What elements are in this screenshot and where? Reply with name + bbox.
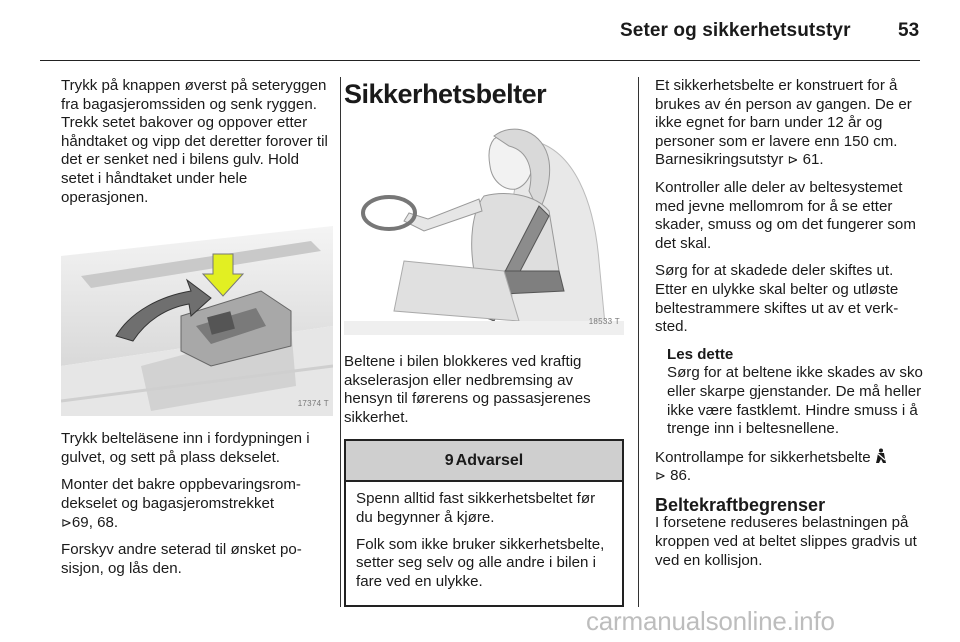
cover-page-refs[interactable]: 69, 68. <box>71 513 119 531</box>
cover-instructions-text: Monter det bakre oppbevaringsromdekselet og bagasjeromstrekket <box>61 476 301 512</box>
replacement-paragraph: Sørg for at skadede deler skiftes ut. Etter en ulykke skal belter og utløste beltestrammere skiftes ut av et verksted. <box>655 262 899 336</box>
seat-folding-figure <box>61 216 333 416</box>
note-heading: Les dette <box>667 345 734 363</box>
seatbelt-figure <box>344 121 624 335</box>
page-number: 53 <box>898 20 920 41</box>
column-divider-1 <box>340 77 341 607</box>
column-1 <box>61 77 333 587</box>
watermark: carmanualsonline.info <box>586 606 835 636</box>
figure-code: 17374 T <box>297 398 329 408</box>
warning-light-page-ref[interactable]: 86. <box>665 467 692 485</box>
page-ref-arrow-icon: ⊳ <box>655 468 666 484</box>
page-ref-arrow-icon: ⊳ <box>787 152 799 168</box>
subsection-heading: Beltekraftbegrenser <box>655 494 826 515</box>
warning-triangle-icon: 9 <box>444 451 454 469</box>
cover-instructions-paragraph <box>61 476 333 532</box>
page-header-title: Seter og sikkerhetsutstyr <box>620 20 851 41</box>
warning-paragraph-2: Folk som ikke bruker sikkerhetsbelte, setter seg selv og alle andre i bilen i fare ved en ulykke. <box>356 535 605 590</box>
seat-folding-illustration <box>61 216 333 416</box>
inspection-paragraph: Kontroller alle deler av beltesystemet med jevne mellomrom for å se etter skader, smuss og om det fungerer som det skal. <box>655 178 916 252</box>
warning-header <box>346 441 622 482</box>
driver-seatbelt-illustration <box>344 121 624 335</box>
seatbelt-warning-icon <box>875 449 887 466</box>
page-ref-arrow-icon: ⊳ <box>61 514 72 530</box>
force-limiter-paragraph: I forsetene reduseres belastningen på kroppen ved at beltet slippes gradvis ut ved en kollisjon. <box>655 514 917 569</box>
column-2 <box>344 77 624 607</box>
section-title: Sikkerhetsbelter <box>344 79 547 109</box>
child-restraint-page-ref[interactable]: 61. <box>798 151 824 169</box>
slide-seat-paragraph: Forskyv andre seterad til ønsket posisjon, og lås den. <box>61 541 302 577</box>
buckle-instructions-paragraph: Trykk belteläsene inn i fordypningen i gulvet, og sett på plass dekselet. <box>61 430 310 466</box>
figure-code: 18533 T <box>588 317 620 327</box>
note-body: Sørg for at beltene ikke skades av sko eller skarpe gjenstander. De må heller ikke være fastklemt. Hindre smuss i å trenge inn i beltesnellene. <box>667 364 923 438</box>
belt-design-paragraph <box>655 77 925 170</box>
warning-body <box>346 482 622 605</box>
warning-box <box>344 439 624 607</box>
header-rule <box>40 60 920 61</box>
warning-paragraph-1: Spenn alltid fast sikkerhetsbeltet før du begynner å kjøre. <box>356 490 596 526</box>
seat-instructions-paragraph: Trykk på knappen øverst på seteryggen fra bagasjeromssiden og senk ryggen. Trekk setet bakover og oppover etter håndtaket og vipp det deretter forover til det er senket ned i bilens gulv. Hold setet i håndtaket under hele operasjonen. <box>61 77 328 206</box>
warning-light-text: Kontrollampe for sikkerhetsbelte <box>655 448 871 466</box>
belt-design-text: Et sikkerhetsbelte er konstruert for å brukes av én person av gangen. De er ikke egnet for barn under 12 år og personer som er lavere enn 150 cm. Barnesikringsutstyr <box>655 77 912 169</box>
column-divider-2 <box>638 77 639 607</box>
warning-title: Advarsel <box>455 451 524 469</box>
column-3 <box>655 77 925 579</box>
note-block <box>667 346 925 439</box>
belt-locking-paragraph: Beltene i bilen blokkeres ved kraftig akselerasjon eller nedbremsing av hensyn til førerens og passasjerenes sikkerhet. <box>344 353 591 426</box>
warning-light-paragraph <box>655 448 925 486</box>
